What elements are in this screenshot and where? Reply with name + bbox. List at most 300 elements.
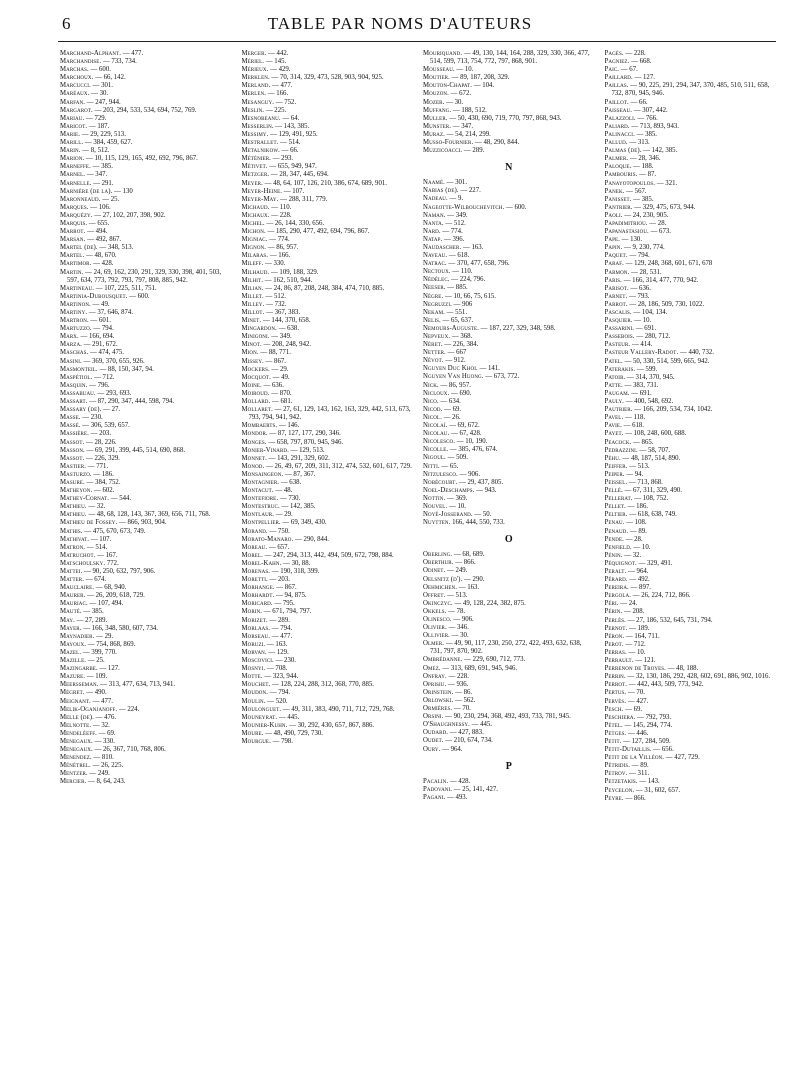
author-name: Péri. bbox=[604, 600, 619, 608]
author-name: Morlaas. bbox=[241, 624, 271, 632]
author-name: Petit. bbox=[604, 737, 622, 745]
index-entry bbox=[605, 171, 777, 179]
author-name: Passarini. bbox=[604, 325, 635, 333]
index-entry bbox=[605, 528, 777, 536]
index-entry bbox=[605, 439, 777, 447]
author-name: Massière. bbox=[60, 430, 89, 438]
author-name: Pervès. bbox=[604, 697, 627, 705]
page-references: — 228. bbox=[448, 672, 469, 680]
author-name: Pedrazzini. bbox=[604, 446, 638, 454]
index-entry bbox=[423, 729, 595, 737]
index-column-2 bbox=[242, 50, 414, 1075]
page-references: — 657. bbox=[268, 543, 290, 551]
index-entry bbox=[242, 665, 414, 673]
page-references: — 118. bbox=[624, 414, 646, 422]
author-name: Mouneyrat. bbox=[241, 713, 278, 721]
index-entry bbox=[60, 447, 232, 455]
page-references: — 544. bbox=[110, 495, 132, 503]
page-references: — 400, 548, 692. bbox=[625, 398, 674, 406]
index-entry bbox=[423, 365, 595, 373]
page-references: — 90, 225, 291, 294, 347, 370, 485, 510, 511, 658, 732, 870, 945, 946. bbox=[611, 82, 770, 98]
author-name: Messerlin. bbox=[241, 122, 274, 130]
author-name: Merklen. bbox=[241, 74, 270, 82]
page-references: — 867. bbox=[265, 357, 286, 365]
index-entry bbox=[605, 795, 777, 803]
page-references: — 634. bbox=[440, 397, 461, 405]
author-name: Nguyen Duc Khoi. bbox=[423, 365, 478, 373]
author-name: Nemours-Auguste. bbox=[423, 324, 479, 332]
author-name: Moine. bbox=[241, 381, 262, 389]
page-references: — 249. bbox=[89, 770, 110, 778]
author-name: Payet. bbox=[604, 430, 624, 438]
author-name: Néret. bbox=[423, 341, 443, 349]
author-name: Meslin. bbox=[241, 106, 265, 114]
author-name: Parnet. bbox=[604, 292, 628, 300]
author-name: Panisset. bbox=[604, 195, 632, 203]
index-entry bbox=[423, 139, 595, 147]
author-name: Mazille. bbox=[60, 657, 87, 665]
index-entry bbox=[60, 82, 232, 90]
index-entry bbox=[242, 325, 414, 333]
author-name: Morvan. bbox=[241, 648, 267, 656]
author-name: Naudascher. bbox=[423, 243, 462, 251]
index-entry bbox=[423, 284, 595, 292]
index-entry bbox=[423, 220, 595, 228]
index-entry bbox=[242, 633, 414, 641]
author-name: Morin. bbox=[241, 608, 263, 616]
author-name: Maynadier. bbox=[60, 632, 95, 640]
author-name: Peissel. bbox=[604, 478, 628, 486]
author-name: Oudard. bbox=[423, 729, 449, 737]
page-references: — 32, 130, 186, 292, 428, 602, 691, 886, 902, 1016. bbox=[627, 673, 771, 681]
page-references: — 146. bbox=[278, 422, 300, 430]
page-references: — 708. bbox=[266, 665, 288, 673]
author-name: Nigoul. bbox=[423, 454, 446, 462]
page-references: — 89. bbox=[629, 527, 647, 535]
page-references: — 10. bbox=[628, 648, 646, 656]
author-name: Monsaingeon. bbox=[241, 470, 284, 478]
index-entry bbox=[605, 252, 777, 260]
page-references: — 313. bbox=[629, 139, 650, 147]
author-name: Mazel. bbox=[60, 648, 82, 656]
author-name: Mesnobeanu. bbox=[241, 114, 281, 122]
index-entry bbox=[423, 390, 595, 398]
index-entry bbox=[605, 698, 777, 706]
author-name: May. bbox=[60, 616, 75, 624]
index-entry bbox=[60, 406, 232, 414]
index-entry bbox=[242, 730, 414, 738]
index-entry bbox=[605, 180, 777, 188]
author-name: Morel-Kahn. bbox=[241, 559, 282, 567]
index-entry bbox=[60, 754, 232, 762]
index-entry bbox=[60, 325, 232, 333]
author-name: Martel. bbox=[60, 252, 85, 260]
page-references: — 226, 329. bbox=[85, 454, 120, 462]
page-references: — 492. bbox=[629, 576, 650, 584]
page-references: — 280, 712. bbox=[636, 333, 671, 341]
page-references: — 383, 731. bbox=[624, 381, 659, 389]
author-name: Pereira. bbox=[604, 584, 629, 592]
author-name: Mathis. bbox=[60, 527, 83, 535]
index-entry bbox=[423, 325, 595, 333]
author-name: Pétridis. bbox=[604, 762, 631, 770]
index-entry bbox=[242, 560, 414, 568]
index-entry bbox=[423, 681, 595, 689]
page-references: — 774. bbox=[442, 227, 463, 235]
index-entry bbox=[605, 746, 777, 754]
author-name: Mouriquand. bbox=[423, 50, 463, 57]
page-references: — 29, 437, 805. bbox=[458, 478, 504, 486]
page-references: — 291, 672. bbox=[83, 341, 118, 349]
author-name: Papadimitriou. bbox=[604, 219, 648, 227]
page-references: — 127. bbox=[634, 74, 655, 82]
author-name: Missey. bbox=[241, 357, 264, 365]
index-entry bbox=[605, 787, 777, 795]
page-references: — 936. bbox=[447, 680, 469, 688]
index-entry bbox=[60, 665, 232, 673]
author-name: Méténier. bbox=[241, 155, 271, 163]
author-name: Moulonguet. bbox=[241, 705, 282, 713]
author-name: Milhit. bbox=[241, 276, 263, 284]
index-entry bbox=[423, 276, 595, 284]
author-name: Martron. bbox=[60, 317, 89, 325]
page-references: — 48, 188. bbox=[667, 665, 699, 673]
author-name: Mastier. bbox=[60, 462, 87, 470]
author-name: Mariau. bbox=[60, 114, 85, 122]
page-references: — 69, 349, 430. bbox=[282, 519, 327, 527]
author-name: Maricot. bbox=[60, 122, 88, 130]
page-references: — 655, 949, 947. bbox=[269, 163, 317, 171]
author-name: Paic. bbox=[604, 66, 620, 74]
page-references: — 108. bbox=[626, 519, 647, 527]
page-references: — 323, 944. bbox=[264, 673, 299, 681]
index-entry bbox=[605, 50, 777, 58]
author-name: Pasteur Vallery-Radot. bbox=[604, 349, 679, 357]
author-name: Masmonteil. bbox=[60, 365, 98, 373]
page-references: — 475, 670, 673, 749. bbox=[84, 527, 146, 535]
page-references: — 69. bbox=[444, 405, 462, 413]
index-entry bbox=[605, 447, 777, 455]
page-references: — 445. bbox=[471, 721, 492, 729]
index-entry bbox=[60, 592, 232, 600]
index-entry bbox=[60, 560, 232, 568]
index-entry bbox=[605, 260, 777, 268]
index-entry bbox=[605, 269, 777, 277]
author-name: Mombaerts. bbox=[241, 422, 278, 430]
index-entry bbox=[423, 414, 595, 422]
author-name: Onfray. bbox=[423, 672, 447, 680]
index-column-1 bbox=[60, 50, 232, 1075]
author-name: Mendeléeff. bbox=[60, 729, 97, 737]
page-references: — 69. bbox=[625, 705, 643, 713]
page-references: — 48, 290, 844. bbox=[475, 139, 520, 147]
author-name: Parrot. bbox=[604, 300, 628, 308]
page-references: — 88, 771. bbox=[260, 349, 291, 357]
page-references: — 306, 539, 657. bbox=[82, 422, 130, 430]
index-entry bbox=[60, 236, 232, 244]
index-entry bbox=[605, 422, 777, 430]
index-entry bbox=[605, 188, 777, 196]
page-references: — 108, 248, 600, 688. bbox=[625, 430, 687, 438]
author-name: Olinesco. bbox=[423, 616, 452, 623]
page-references: — 26, 367, 710, 768, 806. bbox=[94, 746, 166, 754]
author-name: Offret. bbox=[423, 591, 446, 599]
page-references: — 792, 793. bbox=[637, 713, 672, 721]
page-references: — 26, 225. bbox=[92, 762, 124, 770]
page-references: — 28. bbox=[625, 535, 643, 543]
author-name: Martiny. bbox=[60, 309, 88, 316]
page-references: — 514. bbox=[86, 543, 108, 551]
index-entry bbox=[242, 220, 414, 228]
author-name: Moruzi. bbox=[241, 640, 266, 648]
author-name: Merger. bbox=[241, 50, 267, 57]
author-name: Netter. bbox=[423, 349, 446, 357]
author-name: Nelis. bbox=[423, 316, 441, 324]
index-entry bbox=[605, 625, 777, 633]
page-references: — 130 bbox=[114, 187, 133, 195]
index-entry bbox=[60, 576, 232, 584]
author-name: Milian. bbox=[241, 284, 264, 292]
page-references: — 385. bbox=[633, 195, 654, 203]
index-entry bbox=[423, 268, 595, 276]
page-references: — 48, 64, 107, 126, 210, 386, 674, 689, 901. bbox=[264, 179, 387, 187]
page-references: — 108, 752. bbox=[634, 495, 669, 503]
page-references: — 70, 314, 329, 473, 528, 903, 904, 925. bbox=[271, 74, 384, 82]
page-references: — 349. bbox=[271, 333, 292, 341]
page-references: — 712. bbox=[94, 373, 115, 381]
author-name: Pellet. bbox=[604, 503, 626, 511]
page-references: — 226, 384. bbox=[444, 341, 479, 349]
author-name: Monnet. bbox=[241, 454, 267, 462]
author-name: Petit-Dutaillis. bbox=[604, 746, 652, 754]
author-name: Nekam. bbox=[423, 308, 445, 316]
author-name: Melik-Oganjanoff. bbox=[60, 705, 118, 713]
author-name: Pacalin. bbox=[423, 777, 449, 785]
author-name: Peacock. bbox=[604, 438, 632, 446]
page-references: — 188. bbox=[633, 163, 654, 171]
index-entry bbox=[605, 730, 777, 738]
index-entry bbox=[423, 479, 595, 487]
page-references: — 385. bbox=[636, 130, 657, 138]
author-name: Michaud. bbox=[241, 203, 270, 211]
page-references: — 671, 794, 797. bbox=[263, 608, 312, 616]
index-entry bbox=[605, 325, 777, 333]
index-entry bbox=[242, 333, 414, 341]
author-name: Negruzzi. bbox=[423, 300, 452, 308]
author-name: Petrov. bbox=[604, 770, 628, 778]
index-entry bbox=[60, 511, 232, 519]
page-references: — 691. bbox=[631, 389, 652, 397]
page-references: — 618. bbox=[448, 252, 470, 260]
page-references: — 794. bbox=[93, 325, 114, 333]
page-references: — 187, 227, 329, 348, 598. bbox=[480, 324, 556, 332]
index-entry bbox=[60, 260, 232, 268]
page-references: — 70. bbox=[453, 705, 471, 713]
page-references: — 65. bbox=[441, 462, 459, 470]
index-entry bbox=[60, 544, 232, 552]
page-references: — 10, 190. bbox=[456, 438, 488, 446]
author-name: Nico. bbox=[423, 397, 439, 405]
index-entry bbox=[242, 649, 414, 657]
index-entry bbox=[242, 115, 414, 123]
page-references: — 681. bbox=[272, 398, 293, 406]
index-entry bbox=[423, 123, 595, 131]
index-entry bbox=[423, 487, 595, 495]
author-name: Merlen. bbox=[241, 90, 267, 98]
page-references: — 230. bbox=[82, 414, 103, 422]
author-name: Martin. bbox=[60, 268, 84, 276]
index-entry bbox=[605, 398, 777, 406]
author-name: Marnière (de la). bbox=[60, 187, 113, 195]
author-name: Merland. bbox=[241, 82, 271, 90]
index-entry bbox=[60, 341, 232, 349]
index-entry bbox=[605, 333, 777, 341]
author-name: Papanastasiou. bbox=[604, 228, 649, 236]
index-entry bbox=[60, 244, 232, 252]
author-name: Marion. bbox=[60, 155, 85, 163]
author-name: Pagès. bbox=[604, 50, 624, 57]
author-name: Maschas. bbox=[60, 349, 89, 357]
index-entry bbox=[423, 673, 595, 681]
page-references: — 229, 690, 712, 773. bbox=[464, 656, 526, 664]
page-references: — 414. bbox=[631, 341, 653, 349]
page-references: — 427, 729. bbox=[665, 754, 700, 762]
index-entry bbox=[423, 519, 595, 527]
index-entry bbox=[605, 471, 777, 479]
author-name: Nepveux. bbox=[423, 333, 451, 340]
author-name: Paraf. bbox=[604, 260, 624, 268]
index-entry bbox=[242, 471, 414, 479]
index-entry bbox=[605, 584, 777, 592]
page-references: — 766. bbox=[637, 114, 658, 122]
page-references: — 49, 90, 117, 230, 250, 272, 422, 493, 632, 638, 731, 797, 870, 902. bbox=[430, 640, 582, 656]
author-name: Parisot. bbox=[604, 284, 629, 292]
index-entry bbox=[605, 163, 777, 171]
page-references: — 638. bbox=[280, 478, 302, 486]
author-name: Moiroud. bbox=[241, 389, 270, 397]
page-references: — 290, 844. bbox=[295, 535, 329, 543]
page-references: — 796. bbox=[89, 381, 110, 389]
author-name: Migniac. bbox=[241, 236, 268, 244]
author-name: Meignant. bbox=[60, 697, 91, 705]
index-entry bbox=[60, 681, 232, 689]
index-entry bbox=[242, 722, 414, 730]
index-entry bbox=[60, 617, 232, 625]
author-name: Moure. bbox=[241, 729, 264, 737]
page-references: — 493. bbox=[447, 793, 468, 801]
author-name: Pallud. bbox=[604, 139, 628, 147]
author-name: Pavie. bbox=[604, 422, 622, 430]
index-entry bbox=[242, 260, 414, 268]
index-entry bbox=[242, 155, 414, 163]
author-name: Milley. bbox=[241, 300, 265, 308]
author-name: Masse. bbox=[60, 414, 81, 422]
index-entry bbox=[423, 357, 595, 365]
author-name: Okkels. bbox=[423, 607, 447, 615]
author-name: Marneffe. bbox=[60, 163, 91, 171]
page-references: — 50. bbox=[474, 511, 492, 519]
index-entry bbox=[423, 131, 595, 139]
author-name: Peyre. bbox=[604, 794, 624, 802]
author-name: Massart. bbox=[60, 398, 88, 406]
page-references: — 166, 209, 534, 734, 1042. bbox=[634, 406, 713, 414]
author-name: Marx. bbox=[60, 333, 79, 341]
index-entry bbox=[242, 698, 414, 706]
page-references: — 347. bbox=[452, 122, 474, 130]
author-name: Paliard. bbox=[604, 122, 630, 130]
index-entry bbox=[423, 632, 595, 640]
index-entry bbox=[605, 236, 777, 244]
author-name: Mozer. bbox=[423, 98, 445, 106]
index-entry bbox=[242, 358, 414, 366]
index-entry bbox=[60, 649, 232, 657]
index-entry bbox=[423, 90, 595, 98]
index-entry bbox=[242, 58, 414, 66]
index-entry bbox=[242, 592, 414, 600]
author-name: Pergola. bbox=[604, 592, 632, 600]
author-name: Penaud. bbox=[604, 527, 629, 535]
index-entry bbox=[60, 495, 232, 503]
author-name: Mathivat. bbox=[60, 535, 90, 543]
page-references: — 130. bbox=[621, 236, 643, 244]
page-references: — 964. bbox=[628, 568, 649, 575]
index-entry bbox=[423, 341, 595, 349]
index-entry bbox=[60, 706, 232, 714]
index-entry bbox=[242, 503, 414, 511]
author-name: Ombrédanne. bbox=[423, 656, 463, 664]
index-entry bbox=[423, 373, 595, 381]
author-name: Mingardon. bbox=[241, 325, 277, 333]
author-name: Margarot. bbox=[60, 106, 93, 114]
author-name: Perrin. bbox=[604, 673, 626, 681]
index-entry bbox=[242, 277, 414, 285]
author-name: Mounier-Kuhn. bbox=[241, 721, 288, 729]
index-entry bbox=[242, 495, 414, 503]
page-references: — 129, 491, 925. bbox=[270, 130, 318, 138]
index-entry bbox=[60, 762, 232, 770]
index-entry bbox=[60, 269, 232, 285]
author-name: Métivet. bbox=[241, 163, 268, 171]
author-name: Pavel. bbox=[604, 414, 624, 422]
index-entry bbox=[423, 786, 595, 794]
author-name: Morenas. bbox=[241, 568, 271, 575]
index-entry bbox=[423, 495, 595, 503]
page-references: — 29, 229, 513. bbox=[81, 130, 126, 138]
page-references: — 58, 707. bbox=[639, 446, 671, 454]
author-name: Paoli. bbox=[604, 211, 623, 219]
index-entry bbox=[60, 188, 232, 196]
author-name: Peralt. bbox=[604, 568, 627, 575]
author-name: Mourgue. bbox=[241, 737, 271, 745]
page-references: — 142, 385. bbox=[643, 147, 678, 155]
author-name: Mégret. bbox=[60, 689, 85, 697]
index-entry bbox=[242, 228, 414, 236]
page-references: — 10, 115, 129, 165, 492, 692, 796, 867. bbox=[85, 155, 198, 163]
page-references: — 104, 134. bbox=[633, 309, 668, 316]
page-references: — 145, 294, 774. bbox=[624, 721, 673, 729]
page-references: — 428. bbox=[449, 777, 471, 785]
author-name: Neeser. bbox=[423, 284, 446, 292]
page-references: — 672. bbox=[450, 90, 472, 98]
page-references: — 31, 602, 657. bbox=[635, 786, 681, 794]
index-entry bbox=[423, 737, 595, 745]
page-references: — 29. bbox=[271, 365, 289, 373]
page-references: — 289. bbox=[463, 147, 485, 155]
index-entry bbox=[60, 519, 232, 527]
page-references: — 513. bbox=[629, 462, 650, 470]
index-entry bbox=[605, 285, 777, 293]
page-references: — 227. bbox=[460, 187, 481, 195]
